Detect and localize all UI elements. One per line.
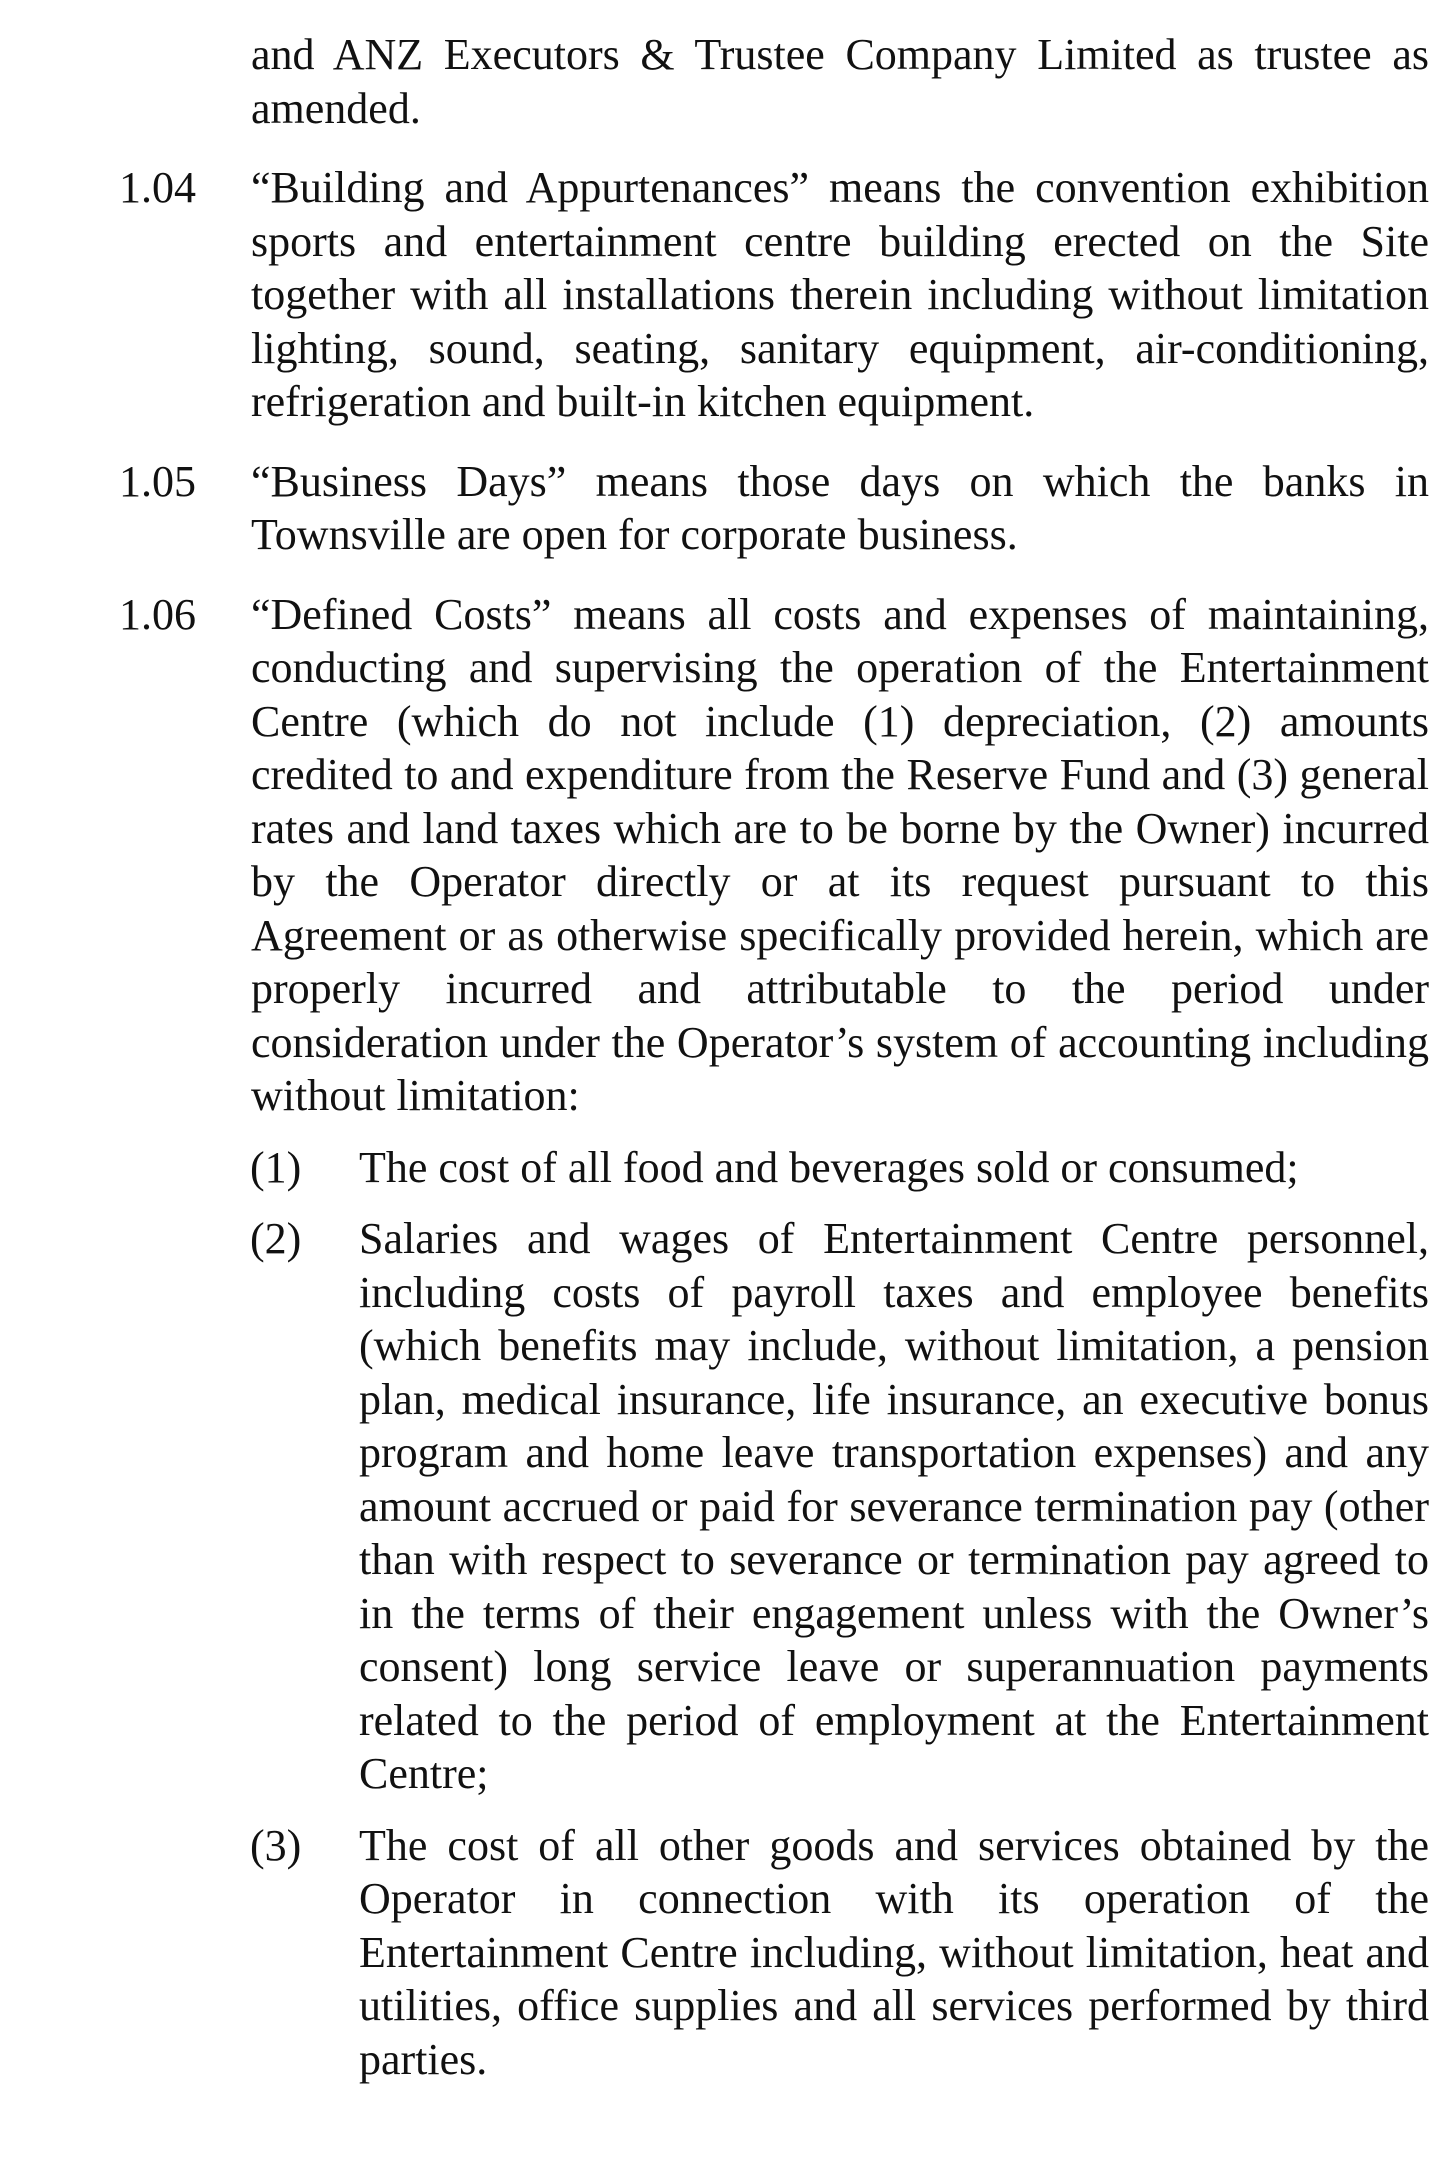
clause-1-04 xyxy=(0,161,1453,429)
subitem-list xyxy=(0,1141,1453,2087)
subitem-text: Salaries and wages of Entertainment Centre personnel, including costs of payroll taxes and employee benefits (which benefits may include, without limitation, a pension plan, medical insurance, life insurance, an executive bonus program and home leave transportation expenses) and any amount accrued or paid for severance termination pay (other than with respect to severance or termination pay agreed to in the terms of their engagement unless with the Owner’s consent) long service leave or superannuation payments related to the period of employment at the Entertainment Centre; xyxy=(359,1214,1429,1798)
clause-number: 1.05 xyxy=(119,456,196,506)
clause-1-06 xyxy=(0,588,1453,2087)
subitem-2 xyxy=(0,1212,1453,1801)
clause-number: 1.04 xyxy=(119,163,196,212)
clause-number: 1.06 xyxy=(119,589,196,639)
subitem-1 xyxy=(0,1141,1453,1195)
subitem-number: (1) xyxy=(250,1142,302,1192)
subitem-number: (2) xyxy=(250,1214,302,1263)
subitem-text: The cost of all food and beverages sold or consumed; xyxy=(359,1142,1299,1192)
subitem-3 xyxy=(0,1819,1453,2087)
continued-paragraph: and ANZ Executors & Trustee Company Limited as trustee as amended. xyxy=(251,30,1429,133)
clause-1-05 xyxy=(0,455,1453,562)
clause-text: “Business Days” means those days on which the banks in Townsville are open for corporate business. xyxy=(251,456,1429,559)
clause-text: “Building and Appurtenances” means the convention exhibition sports and entertainment centre building erected on the Site together with all installations therein including without limitation lighting, sound, seating, sanitary equipment, air-conditioning, refrigeration and built-in kitchen equipment. xyxy=(251,163,1429,426)
subitem-number: (3) xyxy=(250,1820,302,1870)
clause-text: “Defined Costs” means all costs and expenses of maintaining, conducting and supervising the operation of the Entertainment Centre (which do not include (1) depreciation, (2) amounts credited to and expenditure from the Reserve Fund and (3) general rates and land taxes which are to be borne by the Owner) incurred by the Operator directly or at its request pursuant to this Agreement or as otherwise specifically provided herein, which are properly incurred and attributable to the period under consideration under the Operator’s system of accounting including without limitation: xyxy=(251,589,1429,1120)
subitem-text: The cost of all other goods and services obtained by the Operator in connection with its operation of the Entertainment Centre including, without limitation, heat and utilities, office supplies and all services performed by third parties. xyxy=(359,1820,1429,2084)
